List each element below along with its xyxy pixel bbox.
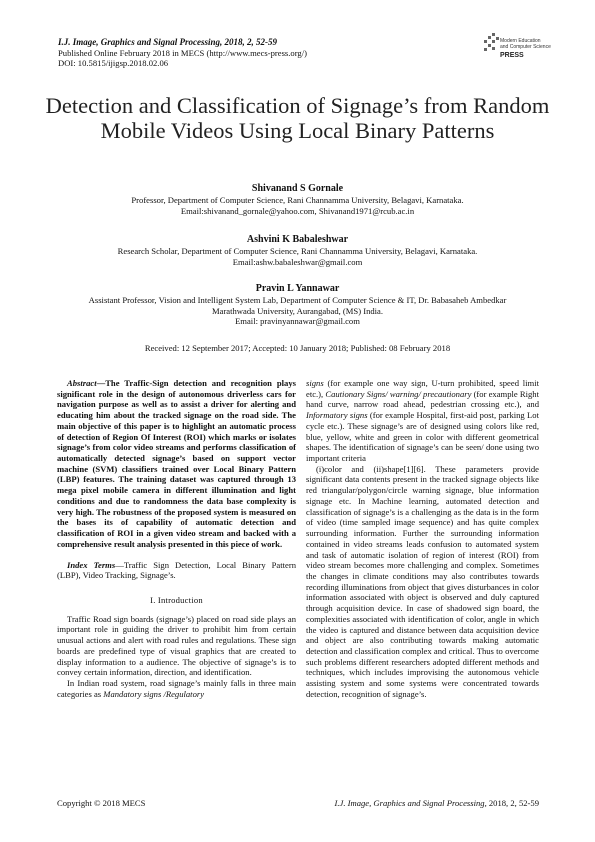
abstract xyxy=(57,378,296,550)
svg-text:and Computer Science: and Computer Science xyxy=(500,44,551,50)
author-name: Shivanand S Gornale xyxy=(251,183,344,194)
author-email[interactable]: Email:ashw.babaleshwar@gmail.com xyxy=(232,256,363,267)
index-terms xyxy=(57,560,296,581)
body-text: (for example Hospital, first-aid post, parking Lot cycle etc.). These signage’s are of designed using colors like red, blue, yellow, white and green in color with different geometrical shapes. The identification of signage’s can be seen/ done using two important criteria xyxy=(306,410,539,464)
intro-paragraph: Traffic Road sign boards (signage’s) placed on road side plays an important role in guiding the driver to prohibit him from certain unusual actions and alert with road rules and regulations. These sign boards are predefined type of visual graphics that are created to display information to a audience. The objective of signage’s is to convey certain information, direction, and identification. xyxy=(57,613,296,678)
section-heading: I. Introduction xyxy=(150,594,203,605)
author-name: Ashvini K Babaleshwar xyxy=(246,234,349,245)
author-block xyxy=(0,283,595,327)
intro-text-italic: Mandatory signs /Regulatory xyxy=(103,688,205,699)
author-block xyxy=(0,234,595,267)
abstract-label: Abstract xyxy=(67,378,97,388)
footer-volume: 2018, 2, 52-59 xyxy=(486,798,539,808)
italic-text: Informatory signs xyxy=(306,410,368,421)
author-affiliation: Research Scholar, Department of Computer Science, Rani Channamma University, Belagavi, Karnataka. xyxy=(117,246,478,256)
author-block xyxy=(0,183,595,216)
svg-text:PRESS: PRESS xyxy=(500,52,524,59)
right-paragraph xyxy=(306,378,539,464)
intro-paragraph xyxy=(57,678,296,699)
intro-text: In Indian road system, road signage’s mainly falls in three main categories as xyxy=(57,677,296,699)
right-paragraph: (i)color and (ii)shape[1][6]. These parameters provide significant data contents present in the tracked signage objects like red triangular/polygon/circle warning signage, blue information signage etc. In Machine learning, automated detection and classification of signage’s is a challenging as the data is in the form of video (time sampled image sequence) and has quite complex surrounding information. Further the surrounding information contained in video streams leads confusion to automated system and task of automatic isolation of region of interest (ROI) from video stream becomes more challenging and complex. Sometimes the changes in climate conditions may also contributes towards recording illuminations from object that gives disturbances in color information associated with object is observed and duly captured through acquisition device. In case of shadowed sign board, the complexities associated with identification of color, angle in which the video is captured and distance between data acquisition device and object are also contributing towards making automatic detection and classification complex and critical. Thus to overcome such problems different researchers adopted different methods and techniques, which includes improvising the autonomous vehicle assisting system and some systems were concentrated towards detection, recognition of signage’s. xyxy=(306,463,539,699)
doi[interactable]: DOI: 10.5815/ijigsp.2018.02.06 xyxy=(58,58,169,68)
abstract-text: —The Traffic-Sign detection and recognition plays significant role in the design of autonomous driverless cars for navigation purpose as well as to assist a driver for alerting and educating him about the tracked signage on the road side. The main objective of this paper is to highlight an automatic process of detection of Region Of Interest (ROI) which marks or isolates signage’s from color video streams and performs classification of automatically detected signage’s based on support vector machine (SVM) classifiers trained over Local Binary Pattern (LBP) features. The training dataset was captured through 13 mega pixel mobile camera in different illumination and light conditions and due to randomness the data base complexity is very high. The robustness of the proposed system is measured on the bases its of capability of automatic detection and classification of ROI in a given video stream and backed with a comprehensive result analysis presented in this piece of work. xyxy=(57,378,296,549)
index-terms-label: Index Terms xyxy=(67,559,116,570)
journal-header xyxy=(58,37,307,69)
published-online[interactable]: Published Online February 2018 in MECS (http://www.mecs-press.org/) xyxy=(58,47,307,58)
footer-citation xyxy=(335,798,539,808)
italic-text: signs xyxy=(306,378,324,388)
svg-text:Modern Education: Modern Education xyxy=(500,38,541,44)
body-text: (for example one way sign, U-turn prohibited, speed limit etc.), xyxy=(306,378,539,399)
left-column xyxy=(57,378,296,699)
author-name: Pravin L Yannawar xyxy=(255,283,340,294)
author-affiliation: Assistant Professor, Vision and Intelligent System Lab, Department of Computer Science & IT, Dr. Babasaheb Ambedkar Marathwada University, Aurangabad, (MS) India. xyxy=(88,295,507,316)
footer-copyright: Copyright © 2018 MECS xyxy=(57,798,146,808)
italic-text: Cautionary Signs/ warning/ precautionary xyxy=(325,388,472,399)
author-email[interactable]: Email:shivanand_gornale@yahoo.com, Shivanand1971@rcub.ac.in xyxy=(180,205,415,216)
journal-citation: I.J. Image, Graphics and Signal Processing, 2018, 2, 52-59 xyxy=(58,37,278,47)
paper-title: Detection and Classification of Signage’s from Random Mobile Videos Using Local Binary Patterns xyxy=(45,93,550,143)
footer-journal: I.J. Image, Graphics and Signal Processing, xyxy=(334,798,487,808)
author-affiliation: Professor, Department of Computer Science, Rani Channamma University, Belagavi, Karnataka. xyxy=(131,195,464,205)
index-terms-text: —Traffic Sign Detection, Local Binary Pattern (LBP), Video Tracking, Signage’s. xyxy=(57,559,296,581)
mecs-logo xyxy=(482,30,551,70)
right-column xyxy=(306,378,539,700)
body-text: (for example Right hand curve, narrow road ahead, pedestrian crossing etc.), and xyxy=(306,388,539,410)
received-dates: Received: 12 September 2017; Accepted: 10 January 2018; Published: 08 February 2018 xyxy=(144,343,451,353)
author-email[interactable]: Email: pravinyannawar@gmail.com xyxy=(235,316,360,327)
